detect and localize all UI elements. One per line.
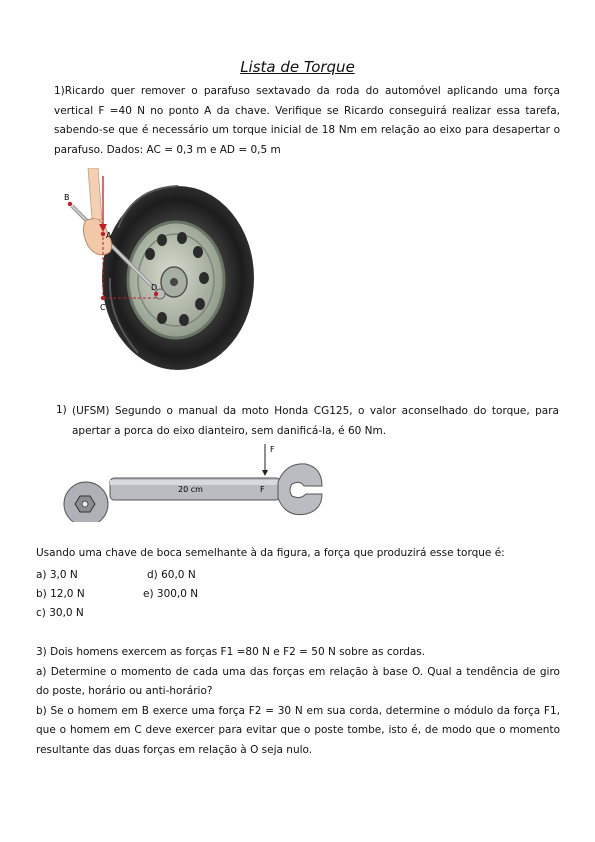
- question-3-part-b: b) Se o homem em B exerce uma força F2 = 30 N em sua corda, determine o módulo da força F1, que o homem em C deve exercer para evitar que o poste tombe, isto é, de modo que o momento resultante das duas forças em relação à O seja nulo.: [36, 704, 560, 756]
- option-b: b) 12,0 N: [36, 588, 85, 600]
- option-e: e) 300,0 N: [143, 588, 199, 600]
- label-c: C: [100, 303, 106, 312]
- question-3-part-a: a) Determine o momento de cada uma das forças em relação à base O. Qual a tendência de giro do poste, horário ou anti-horário?: [36, 665, 560, 697]
- label-b: B: [64, 193, 70, 202]
- question-3-intro: 3) Dois homens exercem as forças F1 =80 N e F2 = 50 N sobre as cordas.: [36, 646, 426, 658]
- spanner-figure: [60, 442, 325, 522]
- label-a: A: [106, 231, 112, 240]
- question-1-text: 1)Ricardo quer remover o parafuso sextavado da roda do automóvel aplicando uma força vertical F =40 N no ponto A da chave. Verifique se Ricardo conseguirá realizar essa tarefa, sabendo-se que é necessário um torque inicial de 18 Nm em relação ao eixo para desapertar o parafuso. Dados: AC = 0,3 m e AD = 0,5 m: [54, 85, 560, 156]
- wheel-wrench-figure: [58, 168, 258, 378]
- force-label-arrow: F: [270, 445, 275, 454]
- question-3: [36, 643, 560, 760]
- option-d: d) 60,0 N: [147, 569, 196, 581]
- length-label: 20 cm: [178, 485, 203, 494]
- label-d: D: [151, 283, 158, 292]
- force-label-point: F: [260, 485, 265, 494]
- option-c: c) 30,0 N: [36, 607, 84, 619]
- question-2-prompt: Usando uma chave de boca semelhante à da figura, a força que produzirá esse torque é:: [36, 547, 505, 559]
- spanner-open-end: [278, 464, 322, 515]
- question-2-text: (UFSM) Segundo o manual da moto Honda CG125, o valor aconselhado do torque, para apertar a porca do eixo dianteiro, sem danificá-la, é 60 Nm.: [72, 405, 559, 437]
- option-a: a) 3,0 N: [36, 569, 78, 581]
- question-2-number: 1): [56, 404, 67, 416]
- page-title: Lista de Torque: [240, 58, 355, 76]
